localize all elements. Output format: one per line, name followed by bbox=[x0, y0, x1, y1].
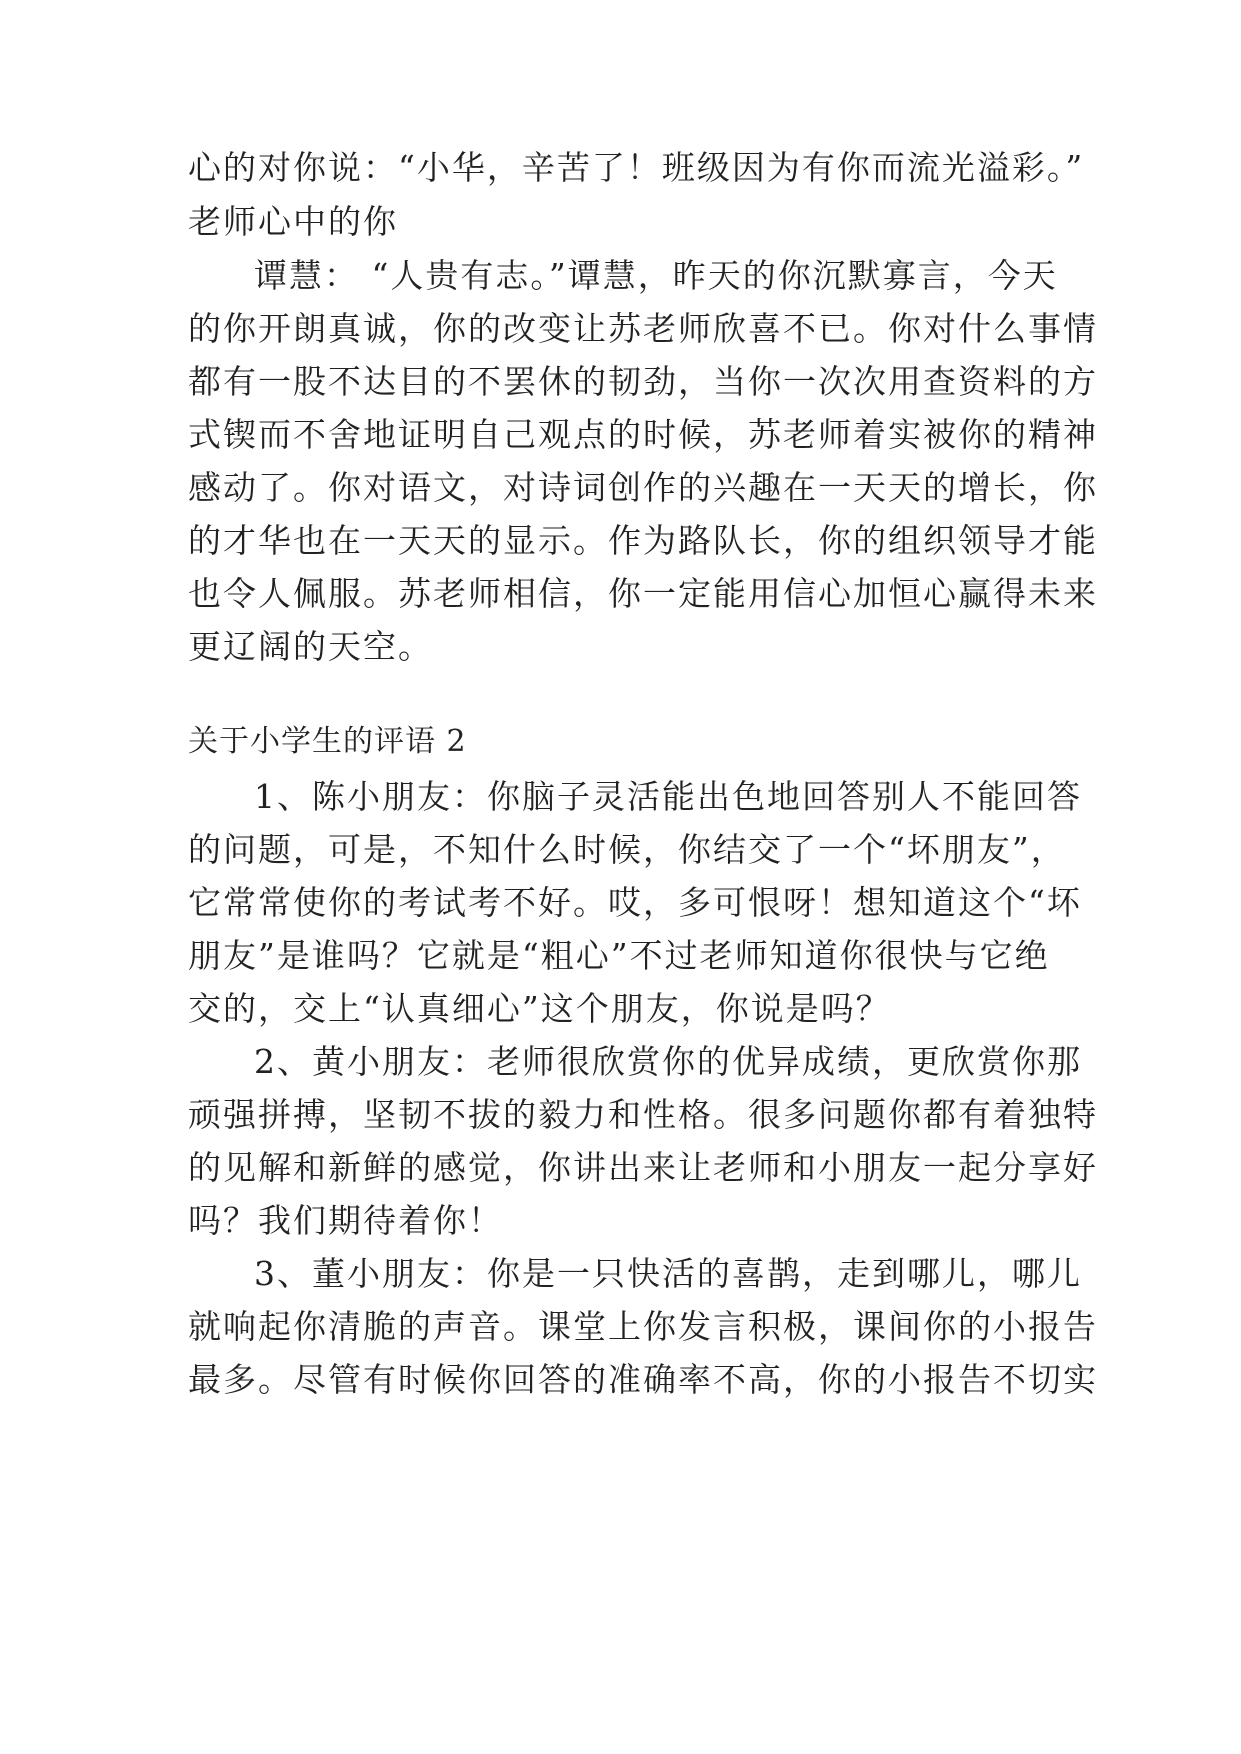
text-line: 2、黄小朋友：老师很欣赏你的优异成绩，更欣赏你那 bbox=[254, 1042, 1082, 1081]
text-line: 感动了。你对语文，对诗词创作的兴趣在一天天的增长，你 bbox=[188, 468, 1098, 507]
text-line: 3、董小朋友：你是一只快活的喜鹊，走到哪儿，哪儿 bbox=[254, 1254, 1082, 1293]
text-line: 1、陈小朋友：你脑子灵活能出色地回答别人不能回答 bbox=[254, 777, 1082, 816]
text-line: 的见解和新鲜的感觉，你讲出来让老师和小朋友一起分享好 bbox=[188, 1148, 1098, 1187]
text-line: 它常常使你的考试考不好。哎，多可恨呀！想知道这个“坏 bbox=[188, 883, 1082, 922]
text-line: 的才华也在一天天的显示。作为路队长，你的组织领导才能 bbox=[188, 521, 1098, 560]
text-line: 更辽阔的天空。 bbox=[188, 627, 433, 666]
text-line: 顽强拼搏，坚韧不拔的毅力和性格。很多问题你都有着独特 bbox=[188, 1095, 1098, 1134]
text-line: 式锲而不舍地证明自己观点的时候，苏老师着实被你的精神 bbox=[188, 415, 1098, 454]
text-line: 老师心中的你 bbox=[188, 202, 398, 241]
text-line: 都有一股不达目的不罢休的韧劲，当你一次次用查资料的方 bbox=[188, 362, 1098, 401]
text-line: 吗？我们期待着你！ bbox=[188, 1201, 503, 1240]
text-line: 心的对你说：“小华，辛苦了！班级因为有你而流光溢彩。” bbox=[188, 148, 1085, 187]
text-line: 的你开朗真诚，你的改变让苏老师欣喜不已。你对什么事情 bbox=[188, 309, 1098, 348]
text-line: 最多。尽管有时候你回答的准确率不高，你的小报告不切实 bbox=[188, 1360, 1098, 1399]
section-heading: 关于小学生的评语 2 bbox=[188, 724, 467, 759]
text-line: 也令人佩服。苏老师相信，你一定能用信心加恒心赢得未来 bbox=[188, 574, 1098, 613]
text-line: 的问题，可是，不知什么时候，你结交了一个“坏朋友”， bbox=[188, 830, 1066, 869]
text-line: 交的，交上“认真细心”这个朋友，你说是吗？ bbox=[188, 989, 891, 1028]
text-line: 就响起你清脆的声音。课堂上你发言积极，课间你的小报告 bbox=[188, 1307, 1098, 1346]
text-line: 朋友”是谁吗？它就是“粗心”不过老师知道你很快与它绝 bbox=[188, 936, 1050, 975]
text-line: 谭慧： “人贵有志。”谭慧，昨天的你沉默寡言，今天 bbox=[254, 256, 1058, 295]
